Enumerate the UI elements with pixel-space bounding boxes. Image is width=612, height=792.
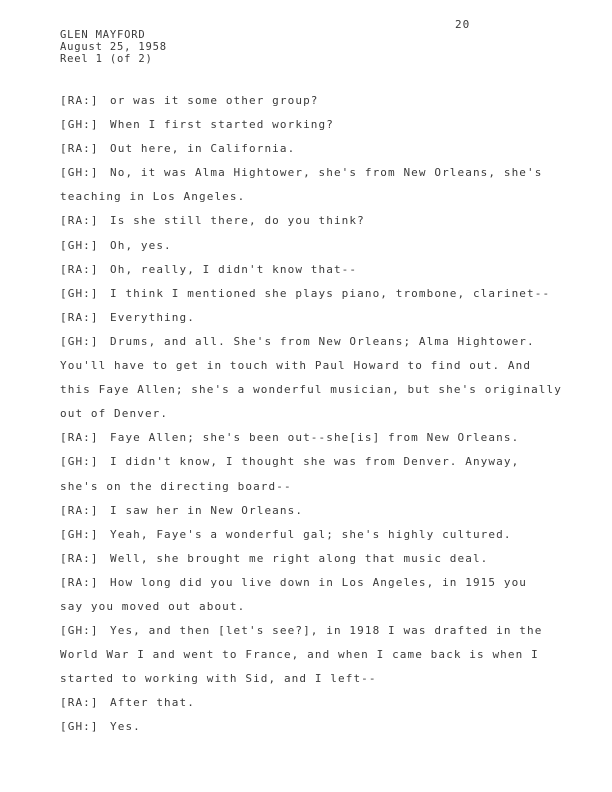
transcript-line <box>60 691 530 715</box>
transcript-line <box>60 282 551 306</box>
speaker-label: [GH:] <box>60 286 99 300</box>
transcript-line <box>60 450 530 474</box>
transcript-line <box>60 330 535 354</box>
interview-date: August 25, 1958 <box>60 41 167 53</box>
line-text: she's on the directing board-- <box>60 479 292 493</box>
speaker-label: [RA:] <box>60 696 99 710</box>
transcript-line <box>60 354 530 378</box>
line-text: say you moved out about. <box>60 599 246 613</box>
speaker-label: [GH:] <box>60 118 99 132</box>
interviewee-name: GLEN MAYFORD <box>60 29 146 41</box>
speaker-label: [GH:] <box>60 720 99 734</box>
speaker-label: [GH:] <box>60 527 99 541</box>
transcript-line <box>60 426 530 450</box>
line-text: Is she still there, do you think? <box>110 214 365 228</box>
line-text: Yeah, Faye's a wonderful gal; she's highly cultured. <box>110 527 512 541</box>
line-text: Oh, really, I didn't know that-- <box>110 262 358 276</box>
transcript-line <box>60 113 530 137</box>
speaker-label: [RA:] <box>60 142 99 156</box>
transcript-line <box>60 258 530 282</box>
speaker-label: [RA:] <box>60 214 99 228</box>
line-text: Oh, yes. <box>110 238 172 252</box>
speaker-label: [RA:] <box>60 310 99 324</box>
speaker-label: [GH:] <box>60 624 99 638</box>
line-text: You'll have to get in touch with Paul Howard to find out. And <box>60 359 532 373</box>
speaker-label: [GH:] <box>60 238 99 252</box>
line-text: started to working with Sid, and I left-- <box>60 672 377 686</box>
line-text: teaching in Los Angeles. <box>60 190 246 204</box>
speaker-label: [RA:] <box>60 94 99 107</box>
transcript-line <box>60 475 530 499</box>
transcript-line <box>60 715 530 739</box>
transcript-line <box>60 89 530 113</box>
line-text: No, it was Alma Hightower, she's from New Orleans, she's <box>110 166 543 180</box>
line-text: After that. <box>110 696 195 710</box>
line-text: this Faye Allen; she's a wonderful musician, but she's originally <box>60 383 562 397</box>
transcript-line <box>60 306 530 330</box>
transcript-line <box>60 234 530 258</box>
transcript-line <box>60 499 530 523</box>
transcript-line <box>60 137 530 161</box>
speaker-label: [RA:] <box>60 431 99 445</box>
line-text: I think I mentioned she plays piano, trombone, clarinet-- <box>110 286 551 300</box>
line-text: I didn't know, I thought she was from Denver. Anyway, <box>110 455 520 469</box>
transcript-line <box>60 402 530 426</box>
line-text: I saw her in New Orleans. <box>110 503 304 517</box>
line-text: or was it some other group? <box>110 94 319 107</box>
transcript-line <box>60 667 530 691</box>
speaker-label: [RA:] <box>60 503 99 517</box>
line-text: Well, she brought me right along that music deal. <box>110 551 489 565</box>
transcript-line <box>60 595 530 619</box>
line-text: Faye Allen; she's been out--she[is] from New Orleans. <box>110 431 520 445</box>
transcript-line <box>60 161 543 185</box>
reel-info: Reel 1 (of 2) <box>60 53 153 65</box>
line-text: Yes, and then [let's see?], in 1918 I was drafted in the <box>110 624 543 638</box>
speaker-label: [GH:] <box>60 166 99 180</box>
speaker-label: [GH:] <box>60 455 99 469</box>
line-text: How long did you live down in Los Angeles, in 1915 you <box>110 575 528 589</box>
transcript-line <box>60 185 530 209</box>
line-text: Drums, and all. She's from New Orleans; Alma Hightower. <box>110 334 535 348</box>
speaker-label: [RA:] <box>60 551 99 565</box>
transcript-line <box>60 643 539 667</box>
transcript-line <box>60 571 530 595</box>
speaker-label: [GH:] <box>60 334 99 348</box>
transcript-line <box>60 619 543 643</box>
line-text: Everything. <box>110 310 195 324</box>
transcript-line <box>60 378 562 402</box>
document-header <box>60 29 167 65</box>
speaker-label: [RA:] <box>60 575 99 589</box>
line-text: Out here, in California. <box>110 142 296 156</box>
transcript-line <box>60 523 530 547</box>
transcript-line <box>60 209 530 233</box>
line-text: When I first started working? <box>110 118 334 132</box>
speaker-label: [RA:] <box>60 262 99 276</box>
line-text: out of Denver. <box>60 407 169 421</box>
line-text: Yes. <box>110 720 141 734</box>
transcript-body <box>60 89 562 740</box>
line-text: World War I and went to France, and when I came back is when I <box>60 648 539 662</box>
transcript-line <box>60 547 530 571</box>
page-number: 20 <box>455 18 471 31</box>
